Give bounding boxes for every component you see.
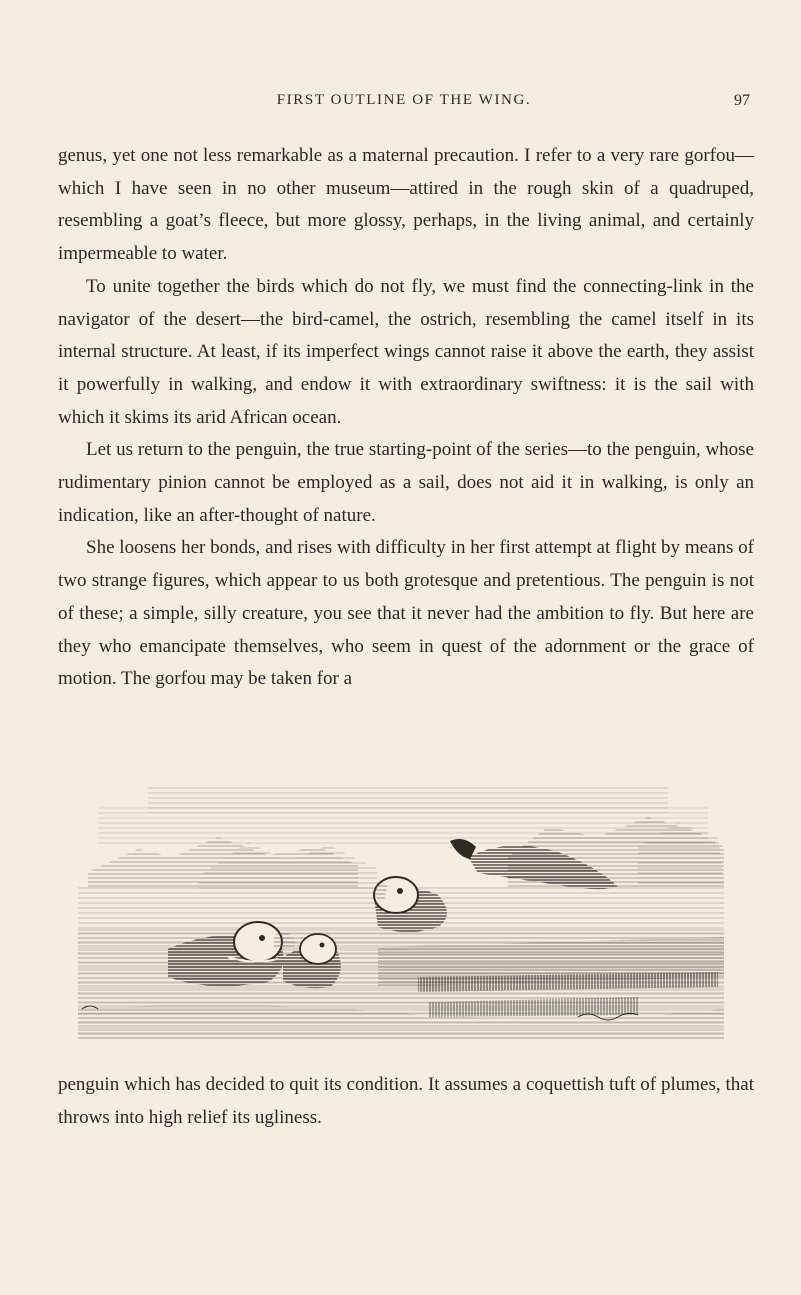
puffin-engraving-figure	[78, 777, 724, 1039]
puffin-engraving-illustration	[78, 777, 724, 1039]
paragraph-1: genus, yet one not less remarkable as a maternal precaution. I refer to a very rare gorfou—which I have seen in no other museum—attired in the rough skin of a quadruped, resembling a goat’s fleece, but more glossy, perhaps, in the living animal, and certainly impermeable to water.	[58, 145, 754, 265]
body-text	[58, 140, 754, 696]
continuation-text	[58, 1069, 754, 1134]
running-head	[54, 92, 754, 116]
paragraph-4: She loosens her bonds, and rises with difficulty in her first attempt at flight by means of two strange figures, which appear to us both grotesque and pretentious. The penguin is not of these; a simple, silly creature, you see that it never had the ambition to fly. But here are they who emancipate themselves, who seem in quest of the adornment or the grace of motion. The gorfou may be taken for a	[58, 537, 754, 690]
paragraph-2: To unite together the birds which do not fly, we must find the connecting-link in the navigator of the desert—the bird-camel, the ostrich, resembling the camel itself in its internal structure. At least, if its imperfect wings cannot raise it above the earth, they assist it powerfully in walking, and endow it with extraordinary swiftness: it is the sail with which it skims its arid African ocean.	[58, 275, 754, 428]
paragraph-continuation: penguin which has decided to quit its condition. It assumes a coquettish tuft of plumes, that throws into high relief its ugliness.	[58, 1074, 754, 1128]
paragraph-3: Let us return to the penguin, the true starting-point of the series—to the penguin, whose rudimentary pinion cannot be employed as a sail, does not aid it in walking, is only an indication, like an after-thought of nature.	[58, 439, 754, 526]
running-head-title: FIRST OUTLINE OF THE WING.	[276, 92, 532, 108]
page-number: 97	[734, 92, 750, 109]
